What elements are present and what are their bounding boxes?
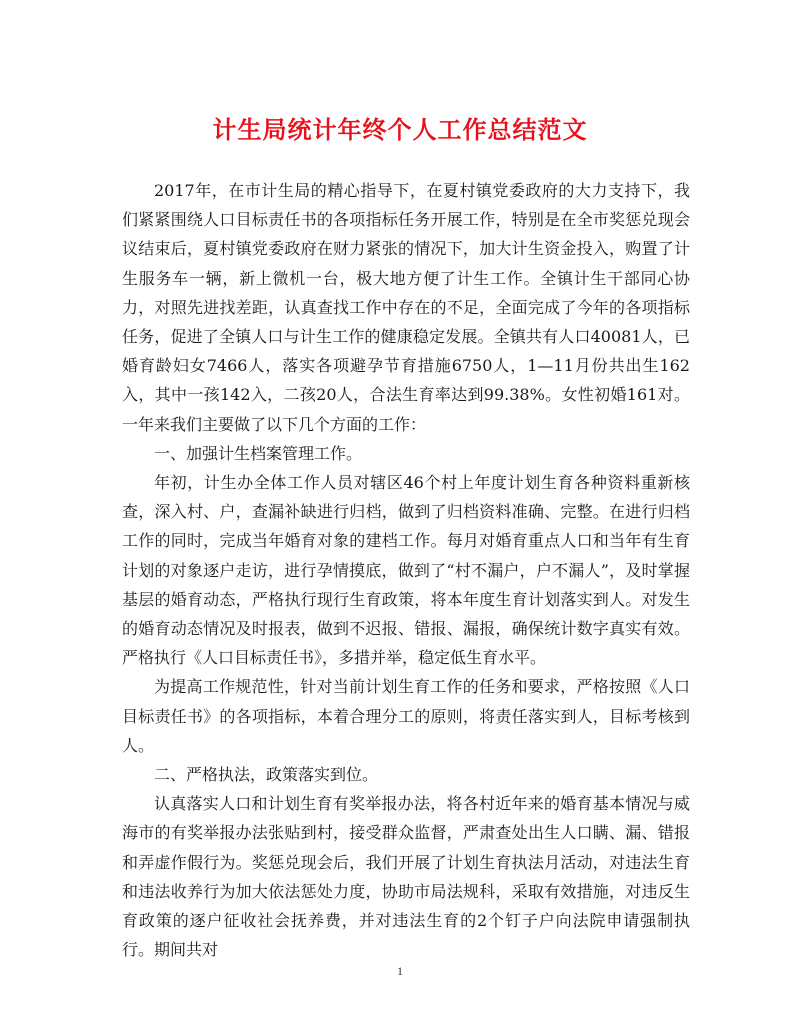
document-body <box>122 176 690 964</box>
page-number: 1 <box>397 964 403 978</box>
section-heading-archive-management: 一、加强计生档案管理工作。 <box>154 443 363 463</box>
document-title: 计生局统计年终个人工作总结范文 <box>212 115 588 144</box>
paragraph-law-enforcement: 认真落实人口和计划生育有奖举报办法，将各村近年来的婚育基本情况与威海市的有奖举报办法张贴到村，接受群众监督，严肃查处出生人口瞒、漏、错报和弄虚作假行为。奖惩兑现会后，我们开展了计划生育执法月活动，对违法生育和违法收养行为加大依法惩处力度，协助市局法规科，采取有效措施，对违反生育政策的逐户征收社会抚养费，并对违法生育的2个钉子户向法院申请强制执行。期间共对 <box>122 794 690 960</box>
paragraph-archive-work: 年初，计生办全体工作人员对辖区46个村上年度计划生育各种资料重新核查，深入村、户，查漏补缺进行归档，做到了归档资料准确、完整。在进行归档工作的同时，完成当年婚育对象的建档工作。每月对婚育重点人口和当年有生育计划的对象逐户走访，进行孕情摸底，做到了“村不漏户，户不漏人”，及时掌握基层的婚育动态，严格执行现行生育政策，将本年度生育计划落实到人。对发生的婚育动态情况及时报表，做到不迟报、错报、漏报，确保统计数字真实有效。严格执行《人口目标责任书》，多措并举，稳定低生育水平。 <box>122 473 690 668</box>
section-heading-law-enforcement: 二、严格执法，政策落实到位。 <box>154 765 379 785</box>
paragraph-intro: 2017年，在市计生局的精心指导下，在夏村镇党委政府的大力支持下，我们紧紧围绕人口目标责任书的各项指标任务开展工作，特别是在全市奖惩兑现会议结束后，夏村镇党委政府在财力紧张的情况下，加大计生资金投入，购置了计生服务车一辆，新上微机一台，极大地方便了计生工作。全镇计生干部同心协力，对照先进找差距，认真查找工作中存在的不足，全面完成了今年的各项指标任务，促进了全镇人口与计生工作的健康稳定发展。全镇共有人口40081人，已婚育龄妇女7466人，落实各项避孕节育措施6750人，1—11月份共出生162入，其中一孩142入，二孩20人，合法生育率达到99.38%。女性初婚161对。一年来我们主要做了以下几个方面的工作： <box>122 181 690 434</box>
paragraph-standardization: 为提高工作规范性，针对当前计划生育工作的任务和要求，严格按照《人口目标责任书》的各项指标，本着合理分工的原则，将责任落实到人，目标考核到人。 <box>122 677 690 755</box>
